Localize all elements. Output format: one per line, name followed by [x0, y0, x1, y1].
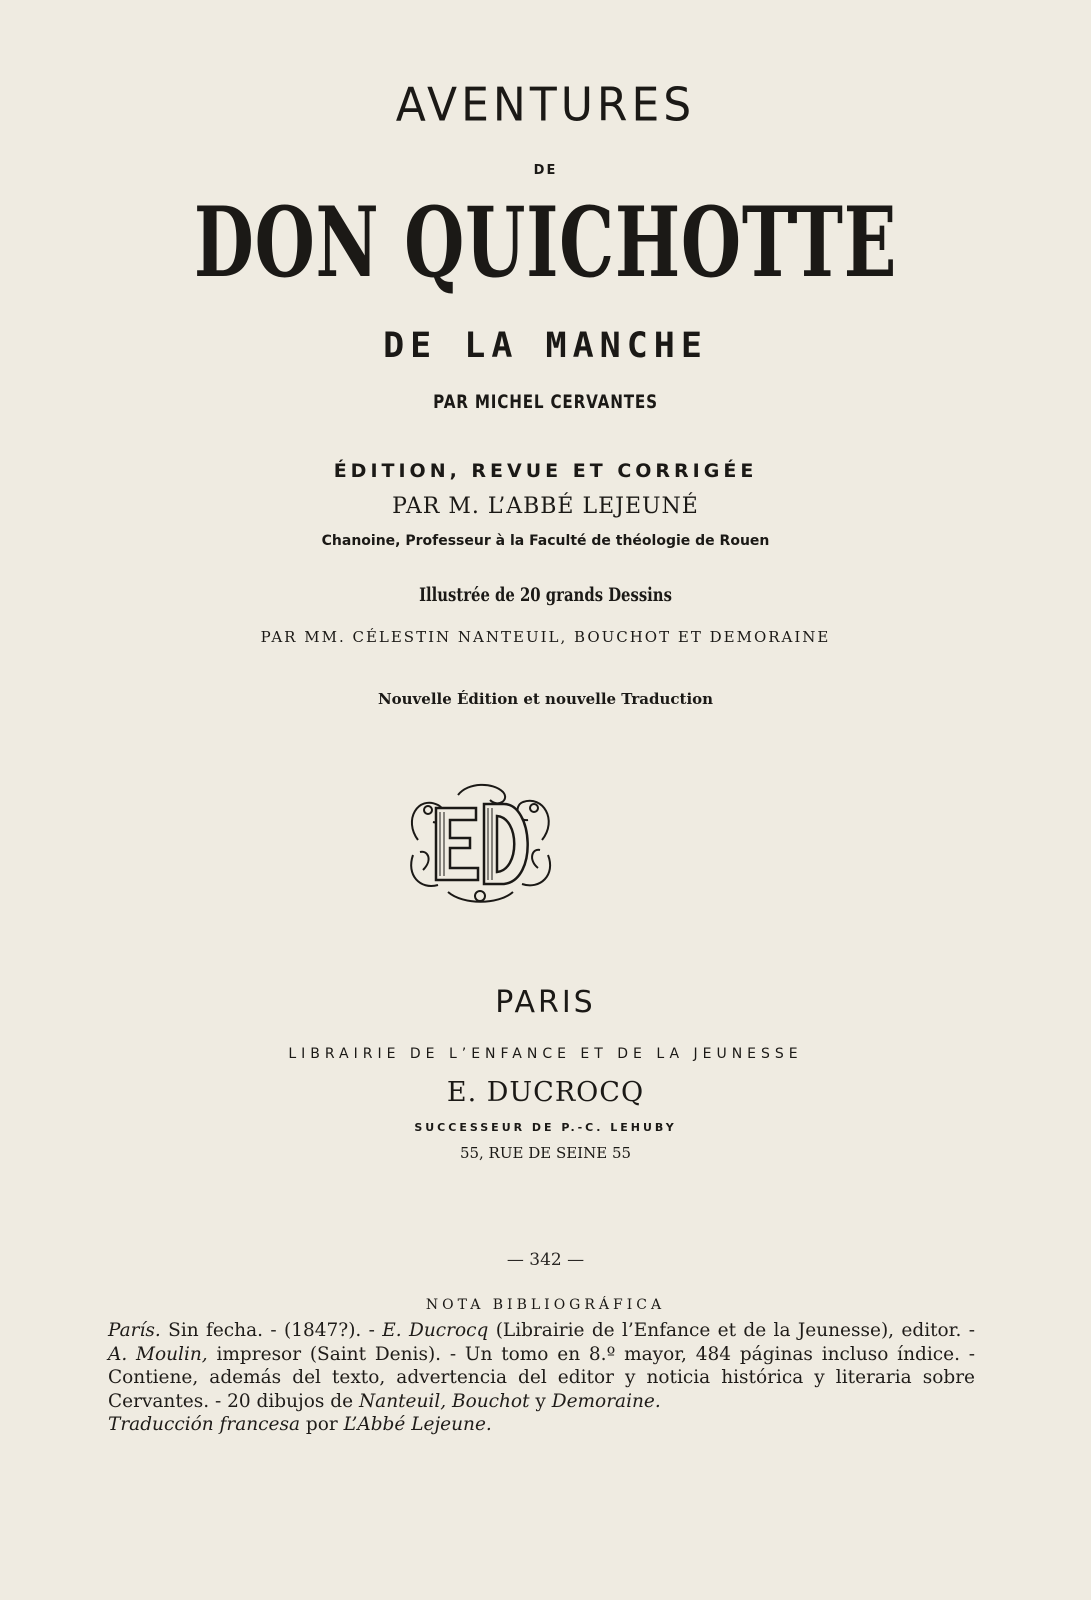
- note-heading: NOTA BIBLIOGRÁFICA: [425, 1297, 666, 1313]
- imprint-address: 55, RUE DE SEINE 55: [459, 1144, 632, 1162]
- note-translator: L’Abbé Lejeune.: [343, 1414, 492, 1436]
- title-aventures: AVENTURES: [395, 78, 696, 133]
- note-publisher-detail: (Librairie de l’Enfance et de la Jeunesse), editor. -: [488, 1320, 975, 1341]
- note-paragraph: [108, 1319, 975, 1413]
- note-illustrator-2: Demoraine.: [551, 1390, 661, 1412]
- note-publisher: E. Ducrocq: [382, 1320, 489, 1341]
- imprint-city: PARIS: [495, 985, 596, 1020]
- main-title: DON QUICHOTTE: [193, 186, 898, 299]
- subtitle-de-la-manche: DE LA MANCHE: [383, 326, 708, 366]
- bibliographic-note: [108, 1319, 975, 1437]
- editor-line: PAR M. L’ABBÉ LEJEUNÉ: [392, 494, 699, 519]
- imprint-successor: SUCCESSEUR DE P.-C. LEHUBY: [414, 1121, 677, 1134]
- publisher-monogram-icon: [398, 780, 562, 905]
- edition-line: ÉDITION, REVUE ET CORRIGÉE: [333, 460, 758, 482]
- note-illustrator-1: Nanteuil, Bouchot: [358, 1390, 530, 1412]
- note-translation-by: por: [300, 1414, 344, 1436]
- note-and: y: [529, 1390, 552, 1412]
- imprint-publisher-house: LIBRAIRIE DE L’ENFANCE ET DE LA JEUNESSE: [288, 1046, 803, 1062]
- illustrators-line: PAR MM. CÉLESTIN NANTEUIL, BOUCHOT ET DEMORAINE: [260, 628, 831, 646]
- note-printer-detail: impresor (Saint Denis). - Un tomo en 8.º mayor, 484 páginas incluso índice. - Contiene, además del texto, advertencia del editor y noticia histórica y literaria sobre Cervantes. - 20 dibujos de: [108, 1343, 975, 1412]
- new-edition-line: Nouvelle Édition et nouvelle Traduction: [377, 690, 714, 708]
- editor-role-line: Chanoine, Professeur à la Faculté de théologie de Rouen: [321, 533, 770, 549]
- imprint-publisher: E. DUCROCQ: [446, 1077, 645, 1108]
- note-date: Sin fecha. - (1847?). -: [160, 1320, 383, 1341]
- note-city: París.: [108, 1320, 161, 1341]
- note-translation-label: Traducción francesa: [108, 1414, 301, 1436]
- note-translation: [108, 1413, 975, 1437]
- note-printer: A. Moulin,: [108, 1343, 208, 1365]
- title-de: DE: [533, 163, 558, 178]
- illustrations-line: Illustrée de 20 grands Dessins: [419, 584, 672, 606]
- page-number: — 342 —: [506, 1250, 585, 1270]
- author-line: PAR MICHEL CERVANTES: [433, 391, 658, 413]
